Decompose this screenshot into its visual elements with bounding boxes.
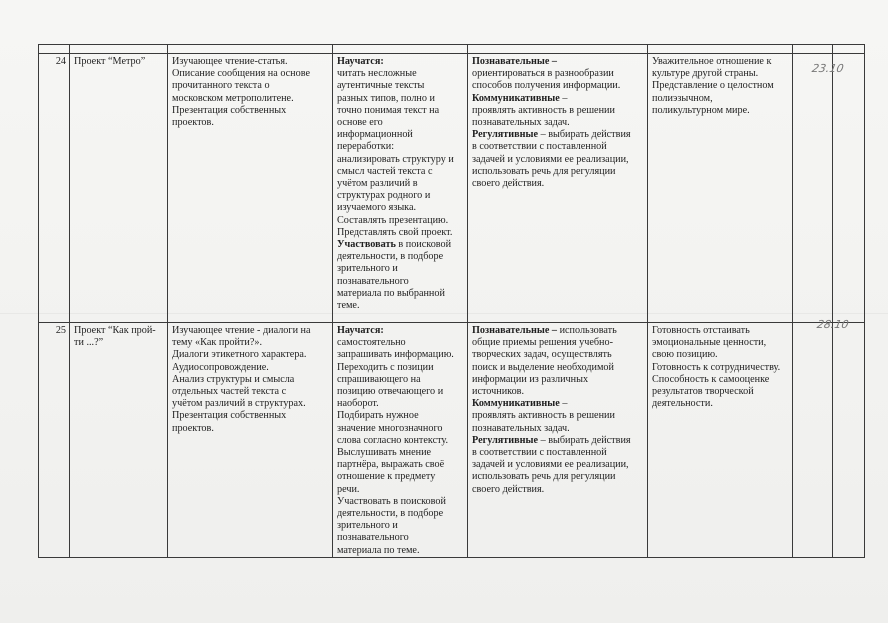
cognitive-heading: Познавательные – xyxy=(472,56,558,67)
table-row xyxy=(39,323,865,558)
handwritten-date: 28.10 xyxy=(815,318,850,331)
participate-heading: Участвовать xyxy=(337,239,396,251)
subject-results-cell: Научатся: самостоятельно запрашивать информацию. Переходить с позиции спрашивающего на позицию отвечающего и наоборот. Подбирать нужное значение многозначного слова согласно контексту. Выслушивать мнение партнёра, выражать своё отношение к предмету речи. Участвовать в поисковой деятельности, в подборе зрительного и познавательного материала по теме. xyxy=(333,323,468,558)
project-cell: Проект “Как прой- ти ...?” xyxy=(70,323,168,558)
date-cell xyxy=(793,54,833,323)
project-title: Проект “Метро” xyxy=(74,56,146,67)
lesson-plan-table xyxy=(38,44,865,558)
table-header-row xyxy=(39,45,865,54)
meta-results-cell: Познавательные – использовать общие приемы решения учебно- творческих задач, осуществлять поиск и выделение необходимой информации из различных источников. Коммуникативные – проявлять активность в решении познавательных задач. Регулятивные – выбирать действия в соответствии с поставленной задачей и условиями ее реализации, использовать речь для регуляции своего действия. xyxy=(468,323,648,558)
subject-heading: Научатся: xyxy=(337,56,384,67)
extra-cell xyxy=(833,54,865,323)
subject-results-cell: Научатся: читать несложные аутентичные тексты разных типов, полно и точно понимая текст на основе его информационной переработки: анализировать структуру и смысл частей текста с учётом различий в структурах родного и изучаемого языка. Составлять презентацию. Представлять свой проект. Участвовать в поисковой деятельности, в подборе зрительного и познавательного материала по выбранной теме. xyxy=(333,54,468,323)
regulative-heading: Регулятивные xyxy=(472,129,539,141)
lesson-number: 24 xyxy=(39,54,70,323)
cognitive-heading: Познавательные – xyxy=(472,325,558,336)
lesson-number: 25 xyxy=(39,323,70,558)
personal-results-cell: Уважительное отношение к культуре другой страны. Представление о целостном полиэзычном, поликультурном мире. xyxy=(648,54,793,323)
project-cell xyxy=(70,54,168,323)
table-row xyxy=(39,54,865,323)
regulative-heading: Регулятивные xyxy=(472,434,539,446)
communicative-heading: Коммуникативные xyxy=(472,92,560,104)
date-cell xyxy=(793,323,833,558)
handwritten-date: 23.10 xyxy=(810,62,845,75)
extra-cell xyxy=(833,323,865,558)
content-cell: Изучающее чтение-статья. Описание сообщения на основе прочитанного текста о московском метрополитене. Презентация собственных проектов. xyxy=(168,54,333,323)
meta-results-cell: Познавательные – ориентироваться в разнообразии способов получения информации. Коммуникативные – проявлять активность в решении познавательных задач. Регулятивные – выбирать действия в соответствии с поставленной задачей и условиями ее реализации, использовать речь для регуляции своего действия. xyxy=(468,54,648,323)
personal-results-cell: Готовность отстаивать эмоциональные ценности, свою позицию. Готовность к сотрудничеству. Способность к самооценке результатов творческой деятельности. xyxy=(648,323,793,558)
subject-heading: Научатся: xyxy=(337,325,384,336)
communicative-heading: Коммуникативные xyxy=(472,398,560,410)
content-cell: Изучающее чтение - диалоги на тему «Как пройти?». Диалоги этикетного характера. Аудиосопровождение. Анализ структуры и смысла отдельных частей текста с учётом различий в структурах. Презентация собственных проектов. xyxy=(168,323,333,558)
